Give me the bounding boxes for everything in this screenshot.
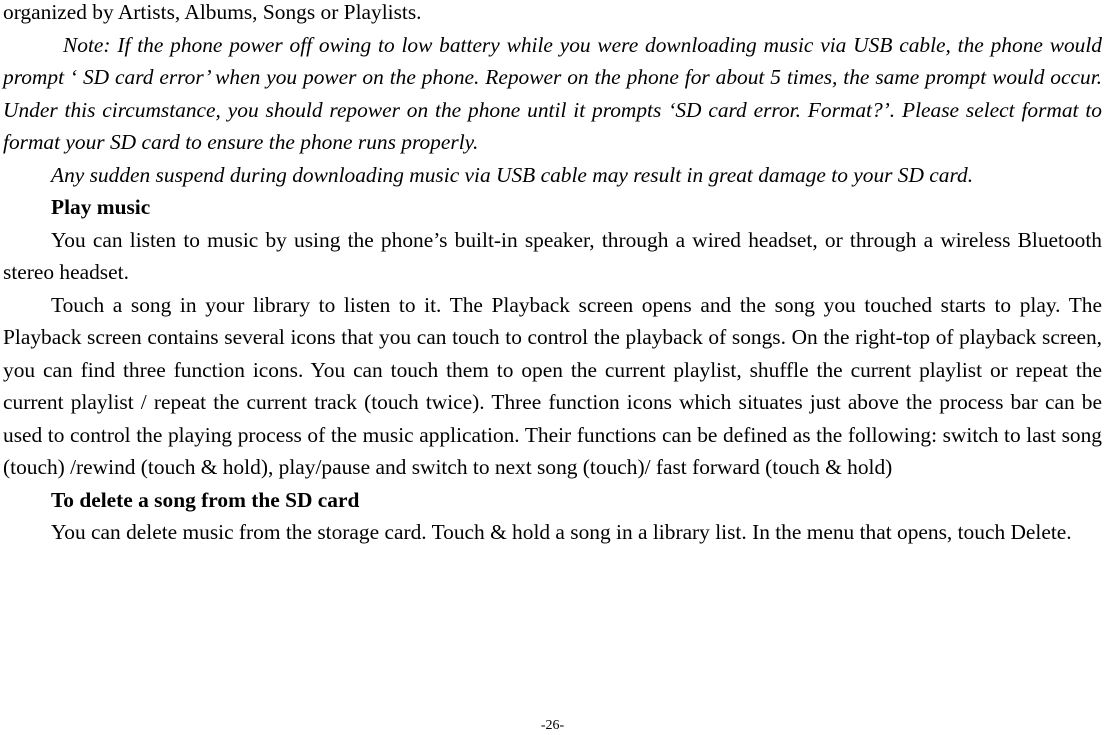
suspend-warning-note: Any sudden suspend during downloading music via USB cable may result in great damage to your SD card.	[51, 162, 974, 187]
play-music-paragraph-1: You can listen to music by using the phone’s built-in speaker, through a wired headset, or through a wireless Bluetooth stereo headset.	[3, 227, 1102, 284]
page-number: -26-	[540, 718, 565, 733]
play-music-heading: Play music	[51, 195, 151, 219]
play-music-paragraph-2: Touch a song in your library to listen to it. The Playback screen opens and the song you touched starts to play. The Playback screen contains several icons that you can touch to control the playback of songs. On the right-top of playback screen, you can find three function icons. You can touch them to open the current playlist, shuffle the current playlist or repeat the current playlist / repeat the current track (touch twice). Three function icons which situates just above the process bar can be used to control the playing process of the music application. Their functions can be defined as the following: switch to last song (touch) /rewind (touch & hold), play/pause and switch to next song (touch)/ fast forward (touch & hold)	[3, 292, 1102, 479]
intro-tail-paragraph: organized by Artists, Albums, Songs or Playlists.	[3, 0, 422, 24]
sd-error-note: Note: If the phone power off owing to low battery while you were downloading music via USB cable, the phone would prompt ‘ SD card error’ when you power on the phone. Repower on the phone for about 5 times, the same prompt would occur. Under this circumstance, you should repower on the phone until it prompts ‘SD card error. Format?’. Please select format to format your SD card to ensure the phone runs properly.	[3, 32, 1102, 154]
document-page	[3, 0, 1102, 549]
delete-song-heading: To delete a song from the SD card	[51, 487, 360, 512]
delete-song-paragraph: You can delete music from the storage card. Touch & hold a song in a library list. In the menu that opens, touch Delete.	[51, 520, 1072, 544]
